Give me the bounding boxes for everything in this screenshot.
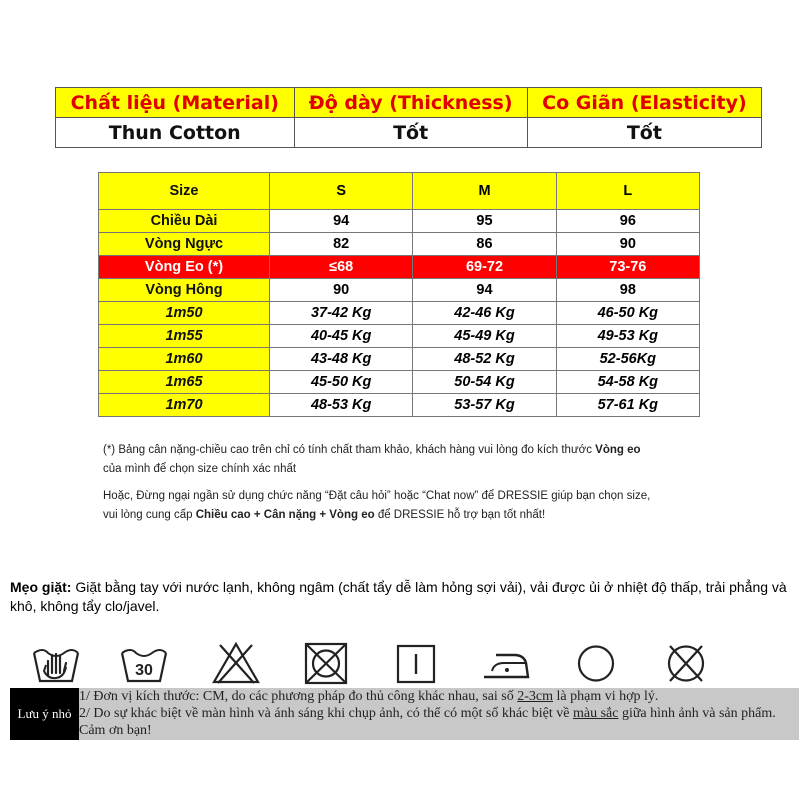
table-row	[99, 302, 700, 325]
note-text: của mình để chọn size chính xác nhất	[103, 463, 297, 475]
cell: 49-53 Kg	[556, 325, 699, 348]
tip-text: Giặt bằng tay với nước lạnh, không ngâm (chất tẩy dễ làm hỏng sợi vải), vải được ủi ở nhiệt độ thấp, trải phẳng và khô, không tẩy clo/javel.	[10, 579, 787, 614]
notice-underline: màu sắc	[572, 706, 619, 721]
line-dry-icon	[390, 641, 442, 686]
row-label: 1m60	[99, 348, 270, 371]
notice-line-2: 2/ Do sự khác biệt về màn hình và ánh sáng khi chụp ảnh, có thể có một số khác biệt về	[79, 706, 573, 721]
notice-label: Lưu ý nhỏ	[10, 688, 79, 740]
note-text: (*) Bảng cân nặng-chiều cao trên chỉ có tính chất tham khảo, khách hàng vui lòng đo kích thước	[103, 444, 596, 456]
table-row	[99, 371, 700, 394]
cell: 48-52 Kg	[413, 348, 556, 371]
material-value: Thun Cotton	[56, 118, 295, 148]
size-chart	[98, 172, 700, 417]
note-text: Hoặc, Đừng ngại ngần sử dụng chức năng “Đặt câu hỏi” hoặc “Chat now” để DRESSIE giúp bạn chọn size,	[103, 490, 651, 502]
notice-line-2-end: giữa hình ảnh và sản phẩm. Cảm ơn bạn!	[79, 706, 776, 738]
row-label: 1m65	[99, 371, 270, 394]
care-icons	[30, 641, 740, 686]
wash-temp-label: 30	[135, 662, 153, 679]
note-text: để DRESSIE hỗ trợ bạn tốt nhất!	[374, 509, 546, 521]
washing-tip	[10, 578, 805, 616]
no-tumble-dry-icon	[300, 641, 352, 686]
size-header-m: M	[413, 173, 556, 210]
cell: 94	[413, 279, 556, 302]
table-row	[99, 210, 700, 233]
size-header-l: L	[556, 173, 699, 210]
elasticity-value: Tốt	[527, 118, 761, 148]
table-row	[99, 233, 700, 256]
no-dry-clean-icon	[660, 641, 712, 686]
notice-line-1-end: là phạm vi hợp lý.	[553, 689, 659, 704]
cell: 53-57 Kg	[413, 394, 556, 417]
table-row	[99, 279, 700, 302]
size-header: Size	[99, 173, 270, 210]
iron-low-icon	[480, 641, 532, 686]
table-row	[99, 348, 700, 371]
cell: 90	[270, 279, 413, 302]
cell: 90	[556, 233, 699, 256]
cell: 96	[556, 210, 699, 233]
cell: 82	[270, 233, 413, 256]
note-bold: Vòng eo	[595, 444, 641, 456]
wash-30-icon	[118, 641, 170, 686]
notice-line-1: 1/ Đơn vị kích thước: CM, do các phương pháp đo thủ công khác nhau, sai số	[79, 689, 518, 704]
cell: 98	[556, 279, 699, 302]
size-header-s: S	[270, 173, 413, 210]
cell: 48-53 Kg	[270, 394, 413, 417]
material-table	[55, 87, 762, 148]
dry-clean-icon	[570, 641, 622, 686]
cell: 37-42 Kg	[270, 302, 413, 325]
cell: 42-46 Kg	[413, 302, 556, 325]
small-notice	[10, 688, 799, 740]
table-row	[99, 325, 700, 348]
material-header: Chất liệu (Material)	[56, 88, 295, 118]
notice-underline: 2-3cm	[517, 689, 554, 704]
cell: 45-50 Kg	[270, 371, 413, 394]
hand-wash-icon	[30, 641, 82, 686]
cell: 46-50 Kg	[556, 302, 699, 325]
tip-label: Mẹo giặt:	[10, 579, 72, 595]
cell: 43-48 Kg	[270, 348, 413, 371]
table-row	[99, 394, 700, 417]
row-label: 1m70	[99, 394, 270, 417]
row-label: 1m50	[99, 302, 270, 325]
size-note	[103, 441, 641, 479]
cell: 69-72	[413, 256, 556, 279]
thickness-value: Tốt	[294, 118, 527, 148]
cell: 86	[413, 233, 556, 256]
cell: 73-76	[556, 256, 699, 279]
chat-note	[103, 487, 650, 525]
cell: 57-61 Kg	[556, 394, 699, 417]
note-bold: Chiều cao + Cân nặng + Vòng eo	[195, 509, 375, 521]
no-bleach-icon	[210, 641, 262, 686]
row-label: Vòng Ngực	[99, 233, 270, 256]
cell: 54-58 Kg	[556, 371, 699, 394]
cell: 50-54 Kg	[413, 371, 556, 394]
row-label: Chiều Dài	[99, 210, 270, 233]
cell: 95	[413, 210, 556, 233]
notice-text	[79, 688, 799, 739]
cell: 40-45 Kg	[270, 325, 413, 348]
cell: 94	[270, 210, 413, 233]
row-label: 1m55	[99, 325, 270, 348]
table-row-highlight	[99, 256, 700, 279]
cell: 45-49 Kg	[413, 325, 556, 348]
elasticity-header: Co Giãn (Elasticity)	[527, 88, 761, 118]
cell: ≤68	[270, 256, 413, 279]
thickness-header: Độ dày (Thickness)	[294, 88, 527, 118]
note-text: vui lòng cung cấp	[103, 509, 196, 521]
row-label: Vòng Eo (*)	[99, 256, 270, 279]
cell: 52-56Kg	[556, 348, 699, 371]
row-label: Vòng Hông	[99, 279, 270, 302]
